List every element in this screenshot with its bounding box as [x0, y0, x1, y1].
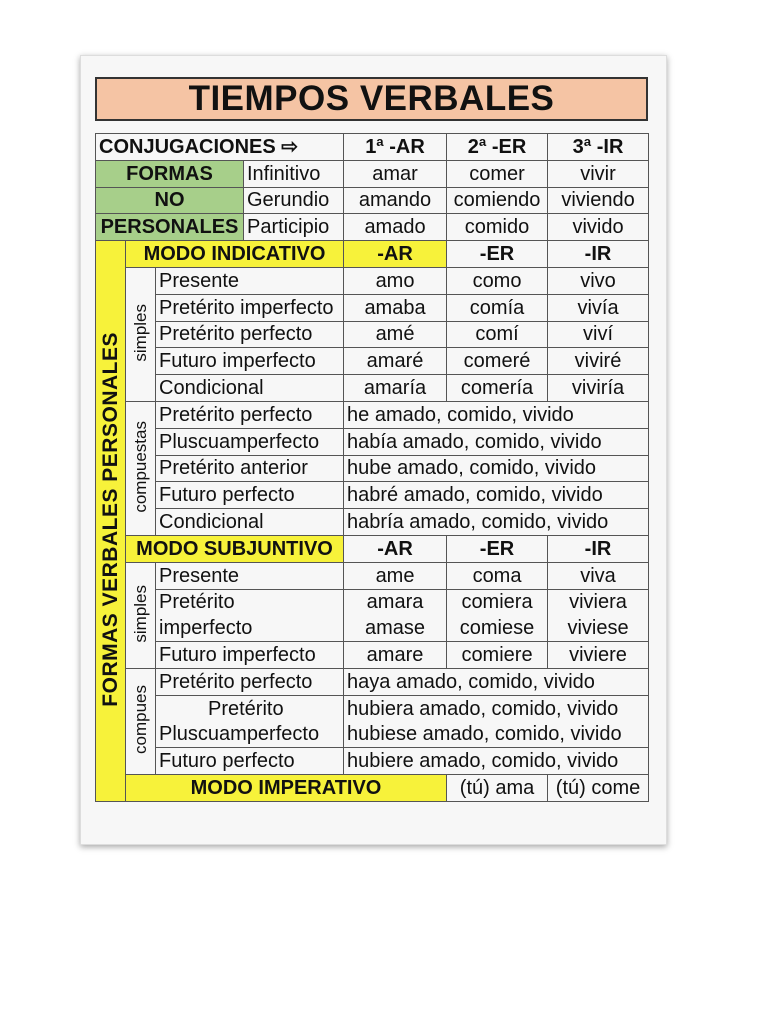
tense-name: Futuro imperfecto — [156, 348, 344, 375]
page-title: TIEMPOS VERBALES — [95, 77, 648, 121]
cell-er: como — [447, 267, 548, 294]
cell-ar: amado — [344, 214, 447, 241]
cell-er: (tú) come — [548, 775, 649, 802]
cell-er: comiera — [447, 589, 548, 615]
compues-label-text: compues — [131, 685, 150, 755]
table-row — [96, 187, 649, 214]
imperativo-row — [96, 775, 649, 802]
tense-name: Presente — [156, 267, 344, 294]
modo-imperativo-header: MODO IMPERATIVO — [126, 775, 447, 802]
tense-name: Futuro perfecto — [156, 748, 344, 775]
modo-subjuntivo-header: MODO SUBJUNTIVO — [126, 535, 344, 562]
tense-name: Pluscuamperfecto — [156, 428, 344, 455]
cell-ir: viviendo — [548, 187, 649, 214]
tense-name: Presente — [156, 562, 344, 589]
cell-er: comer — [447, 160, 548, 187]
personales-label-text: FORMAS VERBALES PERSONALES — [99, 331, 122, 707]
cell-ar: amara — [344, 589, 447, 615]
conj-2-header: 2ª -ER — [447, 134, 548, 161]
cell-ar: (tú) ama — [447, 775, 548, 802]
conjugation-header-row — [96, 134, 649, 161]
cell-ar: amaba — [344, 294, 447, 321]
table-row — [96, 668, 649, 695]
cell-ar: amando — [344, 187, 447, 214]
cell-ir: vivía — [548, 294, 649, 321]
subjuntivo-header-row — [96, 535, 649, 562]
table-row — [96, 267, 649, 294]
compound-value: he amado, comido, vivido — [344, 401, 649, 428]
table-row — [96, 375, 649, 402]
cell-ar: amaría — [344, 375, 447, 402]
simples-label-text: simples — [131, 584, 150, 643]
tense-name: Pretérito — [156, 695, 344, 721]
indicativo-simples-label — [126, 267, 156, 401]
formas-verbales-personales-label — [96, 241, 126, 802]
subjuntivo-compues-label — [126, 668, 156, 774]
verb-tenses-table — [95, 133, 649, 802]
tense-name: Futuro imperfecto — [156, 642, 344, 669]
cell-ar: amé — [344, 321, 447, 348]
subjuntivo-er-header: -ER — [447, 535, 548, 562]
table-row — [96, 294, 649, 321]
cell-er: coma — [447, 562, 548, 589]
formas-no-personales-label-3: PERSONALES — [96, 214, 244, 241]
table-row — [96, 642, 649, 669]
cell-ir: vivir — [548, 160, 649, 187]
tense-name: Futuro perfecto — [156, 482, 344, 509]
cell-er: comí — [447, 321, 548, 348]
compound-value: haya amado, comido, vivido — [344, 668, 649, 695]
cell-er: comeré — [447, 348, 548, 375]
cell-ir: viví — [548, 321, 649, 348]
table-row — [96, 748, 649, 775]
table-row — [96, 348, 649, 375]
table-row — [96, 589, 649, 615]
cell-er: comido — [447, 214, 548, 241]
modo-indicativo-header: MODO INDICATIVO — [126, 241, 344, 268]
compuestas-label-text: compuestas — [131, 420, 150, 513]
cell-ir: viviré — [548, 348, 649, 375]
tense-name: Pretérito perfecto — [156, 321, 344, 348]
tense-name: imperfecto — [156, 615, 344, 641]
indicativo-ar-header: -AR — [344, 241, 447, 268]
cell-ir: viviere — [548, 642, 649, 669]
table-row — [96, 455, 649, 482]
cell-ir: viviría — [548, 375, 649, 402]
table-row — [96, 615, 649, 641]
indicativo-header-row — [96, 241, 649, 268]
indicativo-ir-header: -IR — [548, 241, 649, 268]
compound-value: hubiere amado, comido, vivido — [344, 748, 649, 775]
cell-ir: vivido — [548, 214, 649, 241]
table-row — [96, 482, 649, 509]
formas-no-personales-label-1: FORMAS — [96, 160, 244, 187]
form-name: Gerundio — [244, 187, 344, 214]
table-row — [96, 214, 649, 241]
tense-name: Pretérito anterior — [156, 455, 344, 482]
tense-name: Pretérito imperfecto — [156, 294, 344, 321]
compound-value: había amado, comido, vivido — [344, 428, 649, 455]
tense-name: Pluscuamperfecto — [156, 722, 344, 748]
tense-name: Pretérito perfecto — [156, 668, 344, 695]
compound-value: hubiera amado, comido, vivido — [344, 695, 649, 721]
indicativo-compuestas-label — [126, 401, 156, 535]
table-row — [96, 509, 649, 536]
cell-er: comería — [447, 375, 548, 402]
table-row — [96, 695, 649, 721]
tense-name: Condicional — [156, 509, 344, 536]
cell-ar: amase — [344, 615, 447, 641]
cell-ir: viviera — [548, 589, 649, 615]
table-row — [96, 562, 649, 589]
cell-ar: ame — [344, 562, 447, 589]
table-row — [96, 428, 649, 455]
tense-name: Pretérito — [156, 589, 344, 615]
compound-value: hube amado, comido, vivido — [344, 455, 649, 482]
form-name: Infinitivo — [244, 160, 344, 187]
cell-er: comiese — [447, 615, 548, 641]
cell-er: comiendo — [447, 187, 548, 214]
form-name: Participio — [244, 214, 344, 241]
conj-3-header: 3ª -IR — [548, 134, 649, 161]
subjuntivo-ar-header: -AR — [344, 535, 447, 562]
simples-label-text: simples — [131, 303, 150, 362]
tense-name: Pretérito perfecto — [156, 401, 344, 428]
table-row — [96, 722, 649, 748]
compound-value: habría amado, comido, vivido — [344, 509, 649, 536]
conjugaciones-label: CONJUGACIONES ⇨ — [96, 134, 344, 161]
cell-ar: amaré — [344, 348, 447, 375]
cell-ir: vivo — [548, 267, 649, 294]
indicativo-er-header: -ER — [447, 241, 548, 268]
table-row — [96, 401, 649, 428]
cell-ar: amo — [344, 267, 447, 294]
tense-name: Condicional — [156, 375, 344, 402]
compound-value: hubiese amado, comido, vivido — [344, 722, 649, 748]
cell-ir: viva — [548, 562, 649, 589]
cell-ar: amar — [344, 160, 447, 187]
subjuntivo-ir-header: -IR — [548, 535, 649, 562]
cell-er: comiere — [447, 642, 548, 669]
cell-er: comía — [447, 294, 548, 321]
conj-1-header: 1ª -AR — [344, 134, 447, 161]
formas-no-personales-label-2: NO — [96, 187, 244, 214]
cell-ir: viviese — [548, 615, 649, 641]
cell-ar: amare — [344, 642, 447, 669]
compound-value: habré amado, comido, vivido — [344, 482, 649, 509]
table-row — [96, 160, 649, 187]
subjuntivo-simples-label — [126, 562, 156, 668]
table-row — [96, 321, 649, 348]
